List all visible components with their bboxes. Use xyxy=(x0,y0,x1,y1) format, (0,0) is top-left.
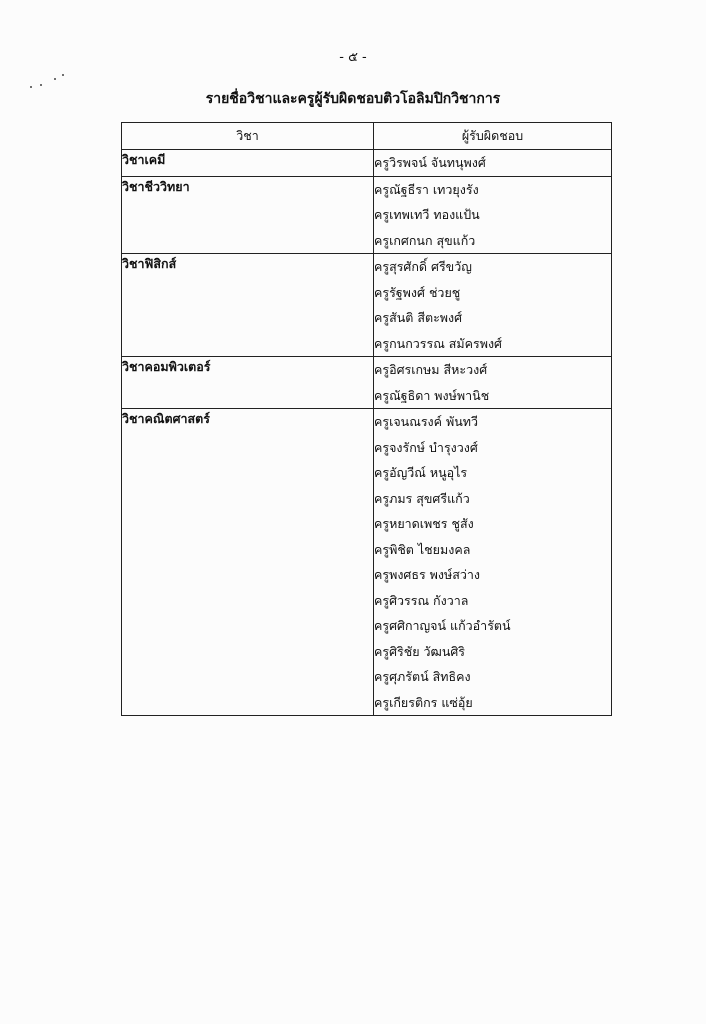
teacher-name: ครูศุภรัตน์ สิทธิคง xyxy=(374,669,471,684)
table-row xyxy=(122,254,612,357)
teacher-name: ครูอัญวีณ์ หนูอุไร xyxy=(374,465,468,480)
teacher-name: ครูภมร สุขศรีแก้ว xyxy=(374,490,470,506)
teacher-name: ครูสันติ สีตะพงศ์ xyxy=(374,310,463,325)
teacher-name: ครูหยาดเพชร ชูสัง xyxy=(374,516,474,531)
teacher-name: ครูศิริชัย วัฒนศิริ xyxy=(374,643,466,659)
table-header-row xyxy=(122,123,612,150)
subject-cell: วิชาคณิตศาสตร์ xyxy=(122,409,374,716)
teacher-name: ครูเทพเทวี ทองแป้น xyxy=(374,207,480,222)
teacher-name: ครูกนกวรรณ สมัครพงศ์ xyxy=(374,335,502,351)
page-number: - ๕ - xyxy=(339,50,367,65)
subject-cell: วิชาฟิสิกส์ xyxy=(122,254,374,357)
table-row xyxy=(122,176,612,254)
teacher-name: ครูณัฐธีรา เทวยุงรัง xyxy=(374,181,479,197)
table-row xyxy=(122,357,612,409)
table-row xyxy=(122,409,612,716)
header-responsible: ผู้รับผิดชอบ xyxy=(374,123,612,150)
subject-cell: วิชาเคมี xyxy=(122,150,374,177)
teacher-name: ครูเจนณรงค์ พันทวี xyxy=(374,414,479,429)
teacher-name: ครูพิชิต ไชยมงคล xyxy=(374,541,471,557)
teacher-name: ครูศศิกาญจน์ แก้วอำรัตน์ xyxy=(374,618,511,633)
teacher-name: ครูรัฐพงศ์ ช่วยชู xyxy=(374,284,461,300)
teacher-name: ครูวิรพจน์ จันทนุพงศ์ xyxy=(374,155,486,170)
teachers-cell xyxy=(374,254,612,357)
teacher-name: ครูอิศรเกษม สีหะวงศ์ xyxy=(374,362,488,377)
teacher-name: ครูพงศธร พงษ์สว่าง xyxy=(374,567,481,582)
document-title: รายชื่อวิชาและครูผู้รับผิดชอบติวโอลิมปิกวิชาการ xyxy=(205,91,501,107)
teacher-name: ครูศิวรรณ กังวาล xyxy=(374,592,469,608)
table-row xyxy=(122,150,612,177)
teachers-cell xyxy=(374,150,612,177)
teacher-name: ครูณัฐธิดา พงษ์พานิช xyxy=(374,387,490,403)
teachers-cell xyxy=(374,176,612,254)
teachers-cell xyxy=(374,409,612,716)
teachers-cell xyxy=(374,357,612,409)
teacher-name: ครูเกศกนก สุขแก้ว xyxy=(374,232,476,248)
teacher-name: ครูจงรักษ์ บำรุงวงศ์ xyxy=(374,439,478,455)
subject-cell: วิชาคอมพิวเตอร์ xyxy=(122,357,374,409)
subject-cell: วิชาชีววิทยา xyxy=(122,176,374,254)
teacher-name: ครูเกียรติกร แซ่อุ้ย xyxy=(374,694,473,710)
header-subject: วิชา xyxy=(122,123,374,150)
teacher-name: ครูสุรศักดิ์ ศรีขวัญ xyxy=(374,259,472,274)
subject-teacher-table xyxy=(121,122,612,716)
